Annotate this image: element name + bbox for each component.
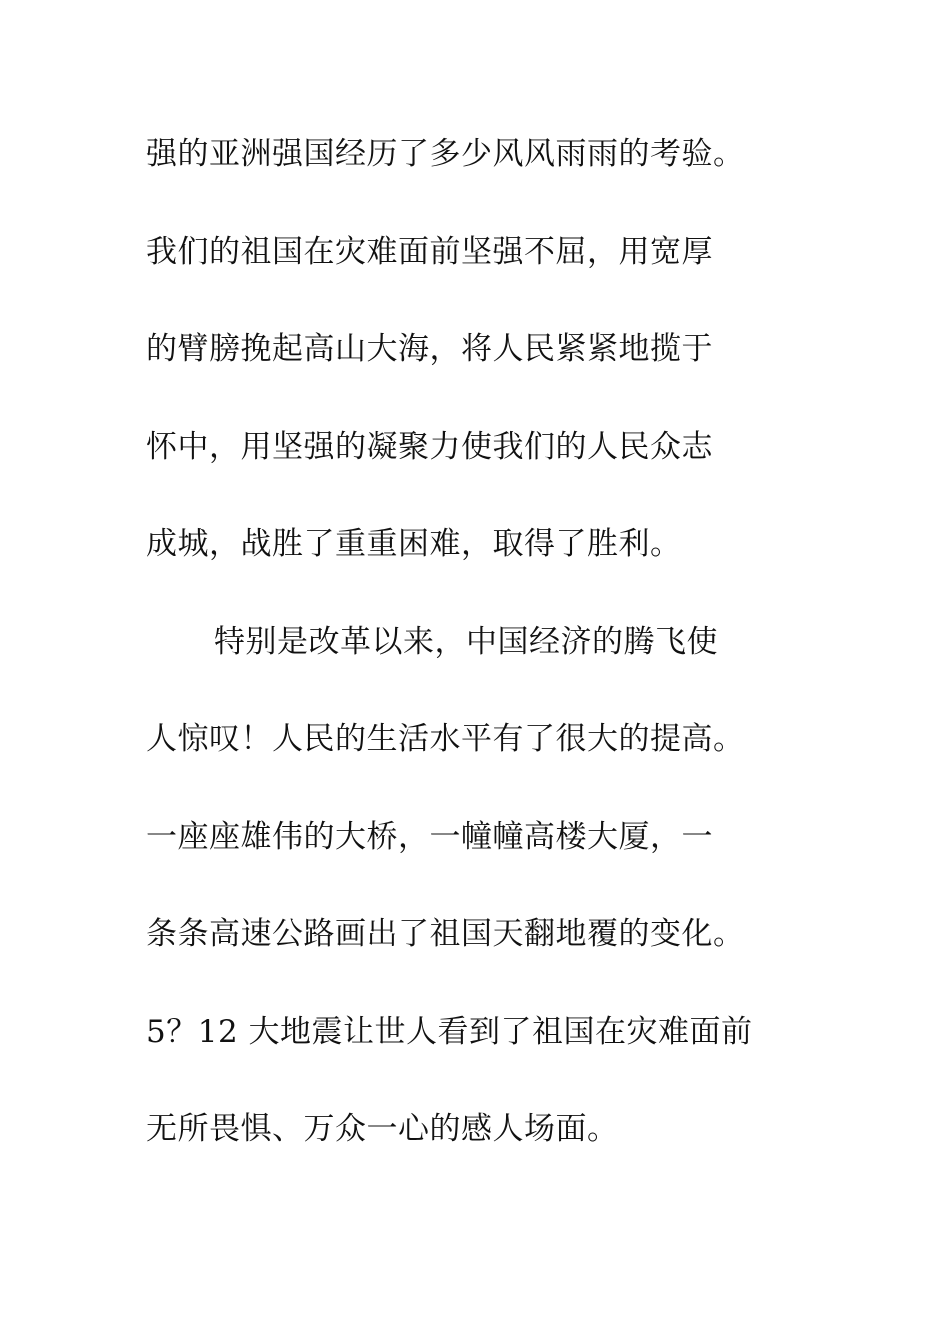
body-text (146, 124, 826, 1197)
text-line: 条条高速公路画出了祖国天翻地覆的变化。 (146, 916, 745, 952)
text-line: 怀中，用坚强的凝聚力使我们的人民众志 (146, 428, 713, 465)
text-line: 强的亚洲强国经历了多少风风雨雨的考验。 (146, 136, 745, 172)
text-line: 人惊叹！人民的生活水平有了很大的提高。 (146, 721, 745, 757)
text-line: 成城，战胜了重重困难，取得了胜利。 (146, 526, 682, 562)
text-line: 一座座雄伟的大桥，一幢幢高楼大厦，一 (146, 818, 713, 855)
text-line: 无所畏惧、万众一心的感人场面。 (146, 1111, 619, 1147)
text-line: 我们的祖国在灾难面前坚强不屈，用宽厚 (146, 233, 713, 270)
text-line: 5？12 大地震让世人看到了祖国在灾难面前 (146, 1013, 753, 1050)
paragraph-start-line: 特别是改革以来，中国经济的腾飞使 (214, 623, 718, 660)
text-line: 的臂膀挽起高山大海，将人民紧紧地揽于 (146, 331, 713, 367)
